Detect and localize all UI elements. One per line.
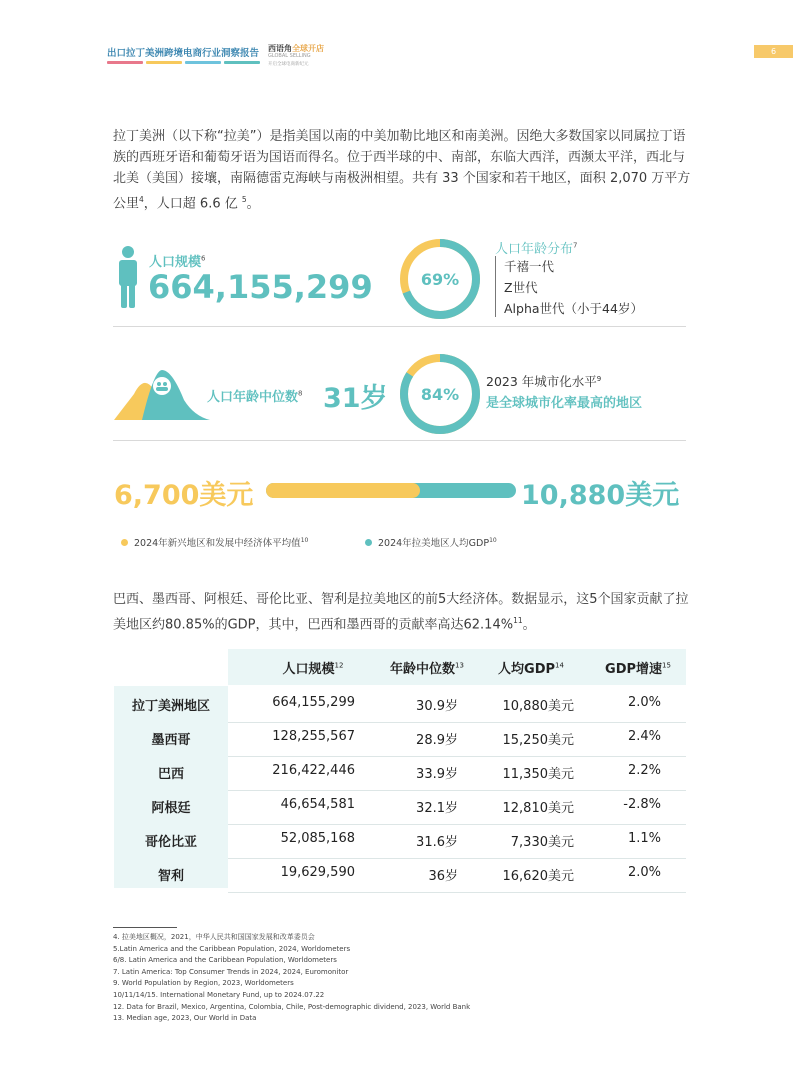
gdp-right-value: 10,880美元	[521, 480, 680, 511]
legend-dot-yellow	[121, 539, 128, 546]
header-label: 人口规模	[282, 662, 335, 677]
footnote: 5.Latin America and the Caribbean Population, 2024, Worldometers	[113, 944, 351, 953]
median-age-value: 31岁	[323, 383, 388, 414]
table-row-divider	[228, 892, 686, 893]
header-label: GDP增速	[605, 662, 663, 677]
footnote: 12. Data for Brazil, Mexico, Argentina, Colombia, Chile, Post-demographic dividend, 2023, World Bank	[113, 1002, 471, 1011]
table-header-cell	[471, 658, 591, 677]
table-header-cell	[578, 658, 698, 677]
table-row-label: 拉丁美洲地区	[131, 699, 210, 714]
median-age-sup: 8	[298, 389, 303, 398]
bar-blue	[185, 61, 221, 64]
gdp-compare-fill	[266, 483, 420, 498]
table-row-divider	[228, 756, 686, 757]
table-cell: 2.4%	[627, 729, 661, 744]
table-cell: 19,629,590	[280, 865, 355, 880]
header-sup: 12	[334, 661, 344, 670]
intro-text-3: 。	[246, 196, 260, 212]
table-cell: 12,810美元	[502, 801, 574, 816]
age-dist-list	[495, 256, 643, 317]
table-cell: 1.1%	[627, 831, 661, 846]
gdp-compare-bar	[266, 483, 516, 498]
table-cell: 30.9岁	[416, 699, 458, 714]
population-sup: 6	[201, 254, 206, 263]
mountain-people-icon	[114, 360, 210, 422]
urban-line1	[486, 372, 601, 390]
age-item-gen-z: Z世代	[504, 280, 538, 295]
report-title: 出口拉丁美洲跨境电商行业洞察报告	[107, 48, 260, 59]
table-cell: 46,654,581	[280, 797, 355, 812]
footnote: 6/8. Latin America and the Caribbean Population, Worldometers	[113, 956, 337, 965]
logo-top: 西语角	[268, 44, 292, 53]
urban-donut-chart	[398, 352, 482, 436]
table-cell: 2.0%	[627, 695, 661, 710]
table-cell: 11,350美元	[502, 767, 574, 782]
logo-tagline: 开启全球电商新纪元	[268, 62, 309, 67]
legend-2-text: 2024年拉美地区人均GDP	[378, 538, 490, 549]
logo-sub: GLOBAL SELLING	[268, 53, 311, 59]
page-number: 6	[754, 45, 793, 58]
urban-donut-percent: 84%	[420, 385, 460, 404]
bar-teal	[224, 61, 260, 64]
table-cell: 2.2%	[627, 763, 661, 778]
table-row-label: 哥伦比亚	[144, 835, 197, 850]
bar-yellow	[146, 61, 182, 64]
footnote-rule	[113, 927, 177, 928]
intro-text-2: ，人口超 6.6 亿	[143, 196, 242, 212]
divider-1	[113, 326, 686, 327]
table-region-column-bg	[114, 686, 228, 888]
header-color-bars	[107, 61, 260, 64]
table-cell: 15,250美元	[502, 733, 574, 748]
economies-paragraph	[113, 589, 693, 635]
header-sup: 14	[555, 661, 564, 670]
table-cell: 216,422,446	[272, 763, 355, 778]
age-dist-label-text: 人口年龄分布	[495, 242, 574, 257]
table-row-divider	[228, 722, 686, 723]
person-icon	[117, 245, 139, 309]
table-row-label: 阿根廷	[151, 801, 191, 816]
age-donut-chart	[398, 237, 482, 321]
table-row-divider	[228, 824, 686, 825]
table-row-divider	[228, 790, 686, 791]
intro-sup-2: 5	[241, 195, 247, 204]
table-cell: -2.8%	[623, 797, 661, 812]
table-row-divider	[228, 858, 686, 859]
footnote: 13. Median age, 2023, Our World in Data	[113, 1014, 257, 1023]
intro-sup-1: 4	[139, 195, 144, 204]
age-item-millennial: 千禧一代	[504, 259, 555, 274]
footnotes	[113, 932, 470, 1025]
logo-accent: 全球开店	[292, 44, 324, 53]
age-donut-percent: 69%	[420, 270, 460, 289]
brand-logo	[268, 44, 324, 69]
footnote: 7. Latin America: Top Consumer Trends in 2024, 2024, Euromonitor	[113, 967, 349, 976]
population-label-text: 人口规模	[149, 255, 202, 270]
table-cell: 32.1岁	[416, 801, 458, 816]
header-sup: 13	[455, 661, 464, 670]
table-row-label: 智利	[157, 869, 184, 884]
header-label: 年龄中位数	[390, 662, 456, 677]
table-cell: 31.6岁	[416, 835, 458, 850]
intro-paragraph	[113, 126, 693, 214]
urban-sup: 9	[596, 374, 602, 383]
legend-2-sup: 10	[489, 536, 497, 544]
age-dist-sup: 7	[573, 241, 578, 250]
table-row-label: 巴西	[157, 767, 184, 782]
table-header-cell	[367, 658, 487, 677]
age-item-alpha: Alpha世代（小于44岁）	[504, 301, 643, 316]
table-cell: 10,880美元	[502, 699, 574, 714]
table-cell: 16,620美元	[502, 869, 574, 884]
table-cell: 128,255,567	[272, 729, 355, 744]
footnote: 10/11/14/15. International Monetary Fund, up to 2024.07.22	[113, 990, 325, 999]
gdp-left-value: 6,700美元	[114, 480, 254, 511]
bar-pink	[107, 61, 143, 64]
median-age-label	[207, 386, 302, 405]
footnote: 4. 拉美地区概况，2021，中华人民共和国国家发展和改革委员会	[113, 933, 315, 941]
footnote: 9. World Population by Region, 2023, Worldometers	[113, 979, 294, 988]
intro-text-1: 拉丁美洲（以下称“拉美”）是指美国以南的中美加勒比地区和南美洲。因绝大多数国家以同属拉丁语族的西班牙语和葡萄牙语为国语而得名。位于西半球的中、南部，东临大西洋，西濒太平洋，西北与北美（美国）接壤，南隔德雷克海峡与南极洲相望。共有 33 个国家和若干地区，面积 2,070 万平方公里	[113, 129, 691, 212]
table-cell: 28.9岁	[416, 733, 458, 748]
table-cell: 52,085,168	[280, 831, 355, 846]
table-cell: 2.0%	[627, 865, 661, 880]
table-cell: 36岁	[428, 869, 458, 884]
median-age-label-text: 人口年龄中位数	[207, 390, 299, 405]
economies-text-1: 巴西、墨西哥、阿根廷、哥伦比亚、智利是拉美地区的前5大经济体。数据显示，这5个国家贡献了拉美地区约80.85%的GDP，其中，巴西和墨西哥的贡献率高达62.14%	[113, 592, 689, 633]
table-cell: 33.9岁	[416, 767, 458, 782]
table-cell: 7,330美元	[510, 835, 574, 850]
economies-sup: 11	[513, 616, 523, 625]
economies-text-2: 。	[522, 617, 536, 633]
table-header-cell	[253, 658, 373, 677]
population-value: 664,155,299	[148, 268, 373, 306]
age-dist-label	[495, 238, 577, 257]
gdp-legend-2	[365, 535, 497, 549]
table-cell: 664,155,299	[272, 695, 355, 710]
legend-1-sup: 10	[300, 536, 309, 544]
urban-line1-text: 2023 年城市化水平	[486, 374, 597, 389]
legend-1-text: 2024年新兴地区和发展中经济体平均值	[134, 538, 301, 549]
divider-2	[113, 440, 686, 441]
urban-line2: 是全球城市化率最高的地区	[486, 396, 643, 411]
legend-dot-teal	[365, 539, 372, 546]
table-row-label: 墨西哥	[151, 733, 191, 748]
header-label: 人均GDP	[498, 662, 556, 677]
gdp-legend-1	[121, 535, 308, 549]
header-sup: 15	[662, 661, 671, 670]
